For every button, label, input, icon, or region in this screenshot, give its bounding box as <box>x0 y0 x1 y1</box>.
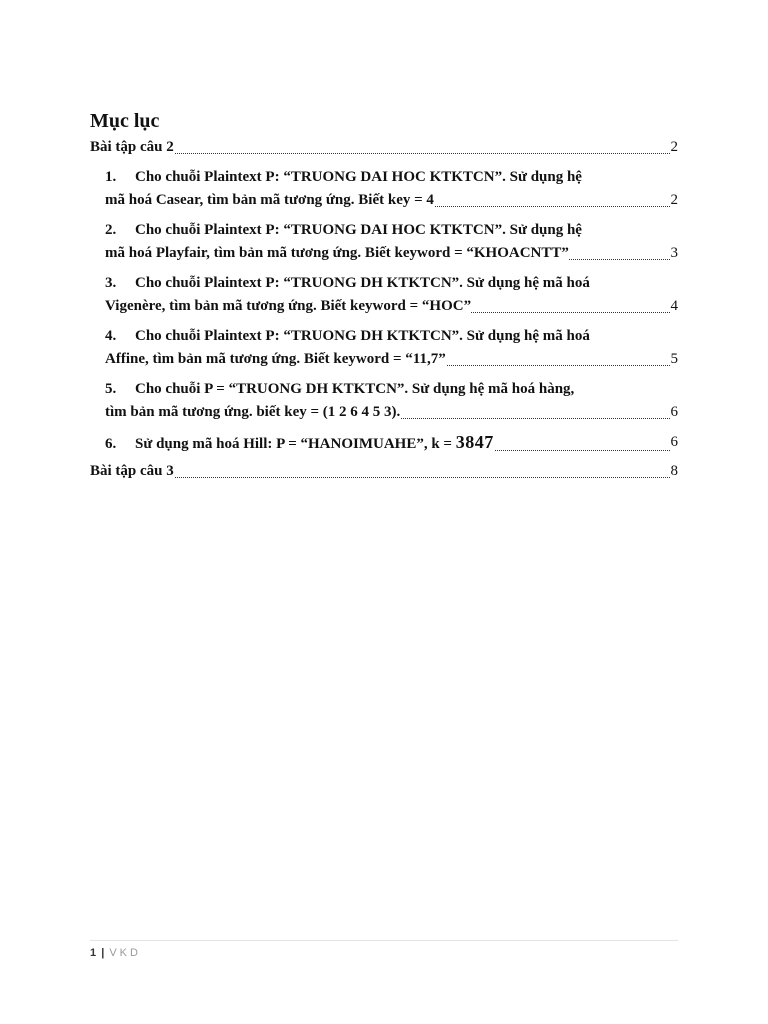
toc-page-number: 6 <box>670 431 679 454</box>
hill-key-value: 3847 <box>455 432 494 452</box>
toc-page-number: 2 <box>670 136 679 159</box>
toc-page-number: 5 <box>670 348 679 371</box>
item-text-line2: mã hoá Playfair, tìm bản mã tương ứng. Biết keyword = “KHOACNTT” <box>105 245 569 261</box>
item-text-line2: Affine, tìm bản mã tương ứng. Biết keyword = “11,7” <box>105 351 446 367</box>
toc-item-1[interactable] <box>90 166 678 212</box>
page-footer <box>90 940 678 959</box>
footer-page-number: 1 <box>90 947 97 959</box>
toc-item-4[interactable] <box>90 325 678 371</box>
item-number: 3. <box>105 275 117 291</box>
item-text-line1: Cho chuỗi Plaintext P: “TRUONG DH KTKTCN”. Sử dụng hệ mã hoá <box>135 275 590 291</box>
item-number: 6. <box>105 436 117 452</box>
toc-item-3[interactable] <box>90 272 678 318</box>
item-number: 2. <box>105 222 117 238</box>
toc-item-6[interactable] <box>90 431 678 456</box>
item-number: 1. <box>105 169 117 185</box>
item-text-line1: Cho chuỗi P = “TRUONG DH KTKTCN”. Sử dụng hệ mã hoá hàng, <box>135 381 575 397</box>
footer-author: VKD <box>109 947 141 959</box>
toc-entry-label: Bài tập câu 3 <box>90 463 174 479</box>
toc-entry-label: Bài tập câu 2 <box>90 139 174 155</box>
item-number: 5. <box>105 381 117 397</box>
item-text-line2: mã hoá Casear, tìm bản mã tương ứng. Biết key = 4 <box>105 192 434 208</box>
toc-item-5[interactable] <box>90 378 678 424</box>
toc-entry-section-3[interactable] <box>90 460 678 483</box>
item-text-line1: Cho chuỗi Plaintext P: “TRUONG DAI HOC KTKTCN”. Sử dụng hệ <box>135 222 582 238</box>
toc-page-number: 4 <box>670 295 679 318</box>
item-text-line1: Cho chuỗi Plaintext P: “TRUONG DH KTKTCN”. Sử dụng hệ mã hoá <box>135 328 590 344</box>
item-text-line2: Vigenère, tìm bản mã tương ứng. Biết keyword = “HOC” <box>105 298 472 314</box>
toc-entry-section-2[interactable] <box>90 136 678 159</box>
item-text-line2: tìm bản mã tương ứng. biết key = (1 2 6 4 5 3). <box>105 404 401 420</box>
table-of-contents <box>90 108 678 483</box>
toc-item-2[interactable] <box>90 219 678 265</box>
footer-separator: | <box>101 947 105 959</box>
toc-page-number: 6 <box>670 401 679 424</box>
item-text-line1: Sử dụng mã hoá Hill: P = “HANOIMUAHE”, k = <box>135 436 456 452</box>
toc-page-number: 2 <box>670 189 679 212</box>
item-number: 4. <box>105 328 117 344</box>
toc-page-number: 8 <box>670 460 679 483</box>
item-text-line1: Cho chuỗi Plaintext P: “TRUONG DAI HOC KTKTCN”. Sử dụng hệ <box>135 169 582 185</box>
toc-page-number: 3 <box>670 242 679 265</box>
toc-title: Mục lục <box>90 110 160 132</box>
dot-leader <box>90 153 678 154</box>
dot-leader <box>90 477 678 478</box>
